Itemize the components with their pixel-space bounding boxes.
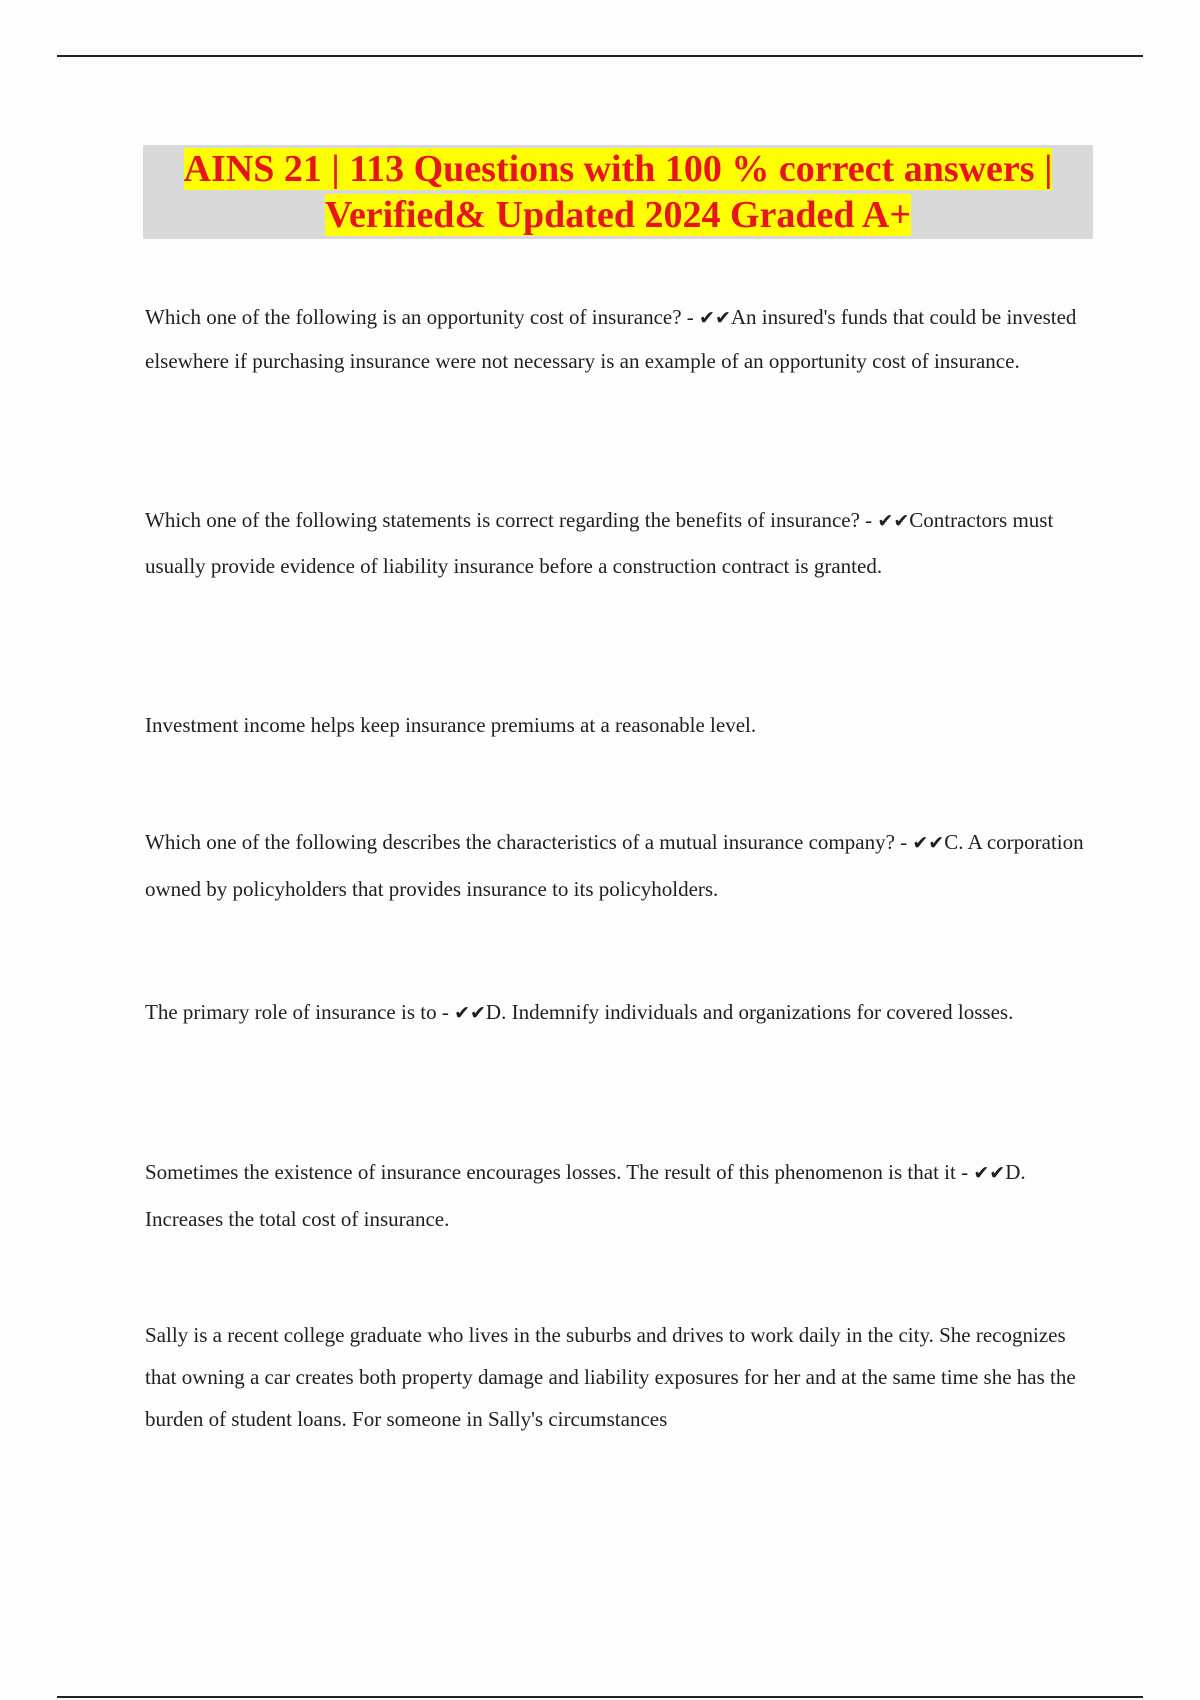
qa-item-2 (145, 498, 1095, 589)
top-rule (57, 55, 1143, 57)
question-text: Which one of the following is an opportunity cost of insurance? - (145, 305, 700, 329)
qa-item-1 (145, 296, 1095, 383)
bottom-rule (57, 1696, 1143, 1698)
title-banner (143, 145, 1093, 239)
question-text: Which one of the following describes the characteristics of a mutual insurance company? - (145, 830, 913, 854)
check-icon: ✔✔ (454, 1002, 486, 1024)
answer-text: Contractors must usually provide evidence of liability insurance before a construction contract is granted. (145, 508, 1054, 578)
check-icon: ✔✔ (877, 510, 910, 532)
page-title (143, 146, 1093, 238)
statement-item: Sally is a recent college graduate who lives in the suburbs and drives to work daily in the city. She recognizes that owning a car creates both property damage and liability exposures for her and at the same time she has the burden of student loans. For someone in Sally's circumstances (145, 1323, 1076, 1431)
answer-text: An insured's funds that could be invested elsewhere if purchasing insurance were not necessary is an example of an opportunity cost of insurance. (145, 305, 1077, 373)
check-icon: ✔✔ (699, 307, 731, 329)
check-icon: ✔✔ (912, 832, 945, 854)
question-text: The primary role of insurance is to - (145, 1000, 455, 1024)
title-line-1: AINS 21 | 113 Questions with 100 % correct answers | (183, 148, 1053, 190)
statement-item: Investment income helps keep insurance premiums at a reasonable level. (145, 713, 757, 737)
answer-text: D. Indemnify individuals and organizations for covered losses. (485, 1000, 1014, 1024)
title-line-2: Verified& Updated 2024 Graded A+ (324, 194, 912, 236)
answer-text: D. Increases the total cost of insurance. (145, 1160, 1026, 1231)
qa-item-5 (145, 1149, 1095, 1242)
qa-item-4 (145, 990, 1095, 1035)
check-icon: ✔✔ (973, 1162, 1006, 1184)
question-text: Sometimes the existence of insurance encourages losses. The result of this phenomenon is that it - (145, 1160, 974, 1184)
qa-item-3 (145, 819, 1095, 912)
answer-text: C. A corporation owned by policyholders that provides insurance to its policyholders. (145, 830, 1084, 901)
question-text: Which one of the following statements is correct regarding the benefits of insurance? - (145, 508, 878, 532)
